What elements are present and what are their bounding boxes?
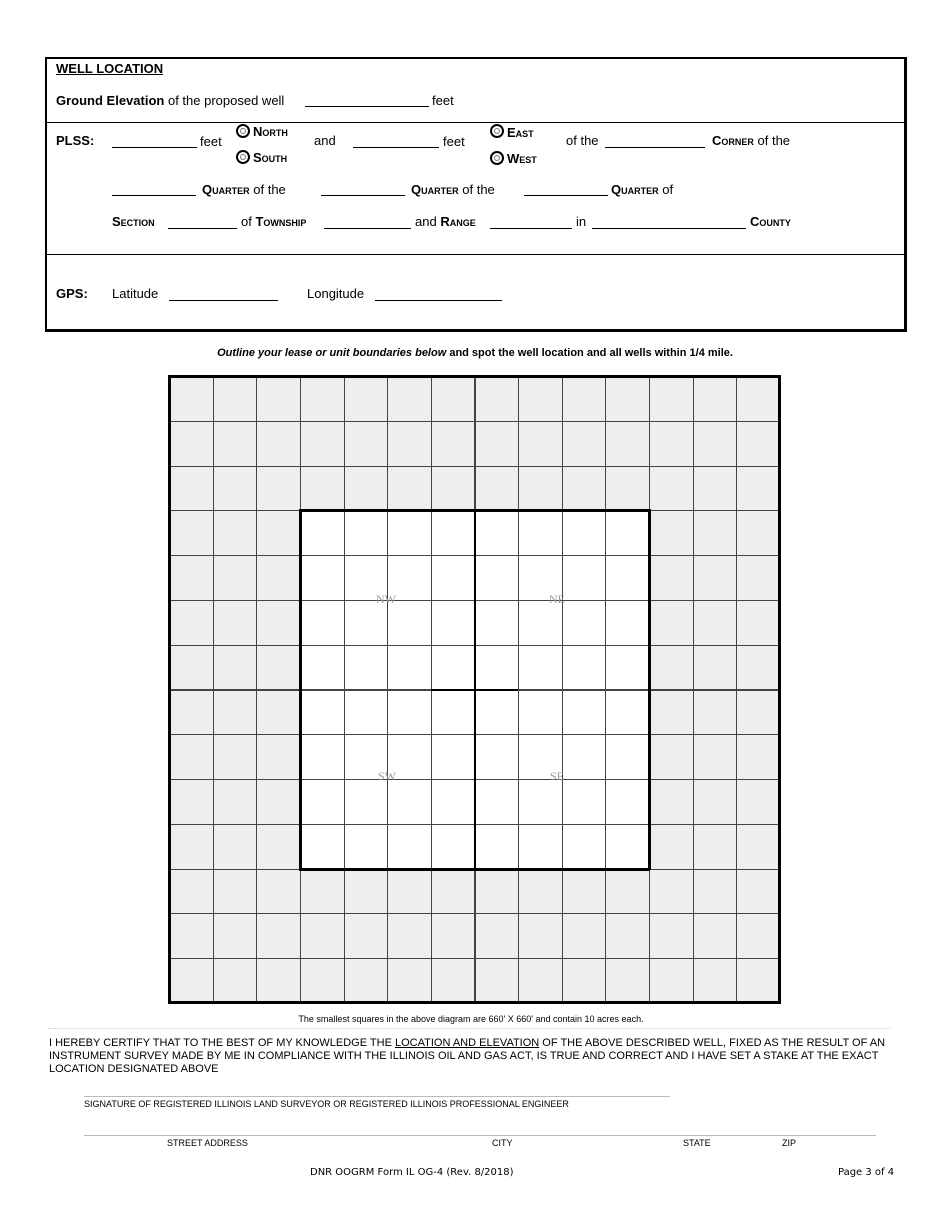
grid-cell[interactable] — [431, 869, 476, 915]
divider — [47, 122, 904, 123]
grid-cell[interactable] — [693, 376, 738, 422]
grid-cell[interactable] — [300, 779, 345, 825]
divider — [47, 254, 904, 255]
grid-cell[interactable] — [431, 824, 476, 870]
grid-cell[interactable] — [518, 958, 563, 1004]
ne-quadrant-label: NE — [549, 592, 565, 606]
township-text — [241, 214, 306, 229]
grid-cell[interactable] — [475, 690, 520, 736]
grid-cell[interactable] — [475, 376, 520, 422]
grid-cell[interactable] — [213, 958, 258, 1004]
page-number: Page 3 of 4 — [838, 1167, 895, 1178]
quarter2-field[interactable] — [321, 195, 405, 196]
grid-cell[interactable] — [736, 913, 781, 959]
grid-cell[interactable] — [300, 824, 345, 870]
grid-cell[interactable] — [605, 824, 650, 870]
grid-cell[interactable] — [605, 510, 650, 556]
grid-cell[interactable] — [169, 869, 214, 915]
grid-cell[interactable] — [169, 466, 214, 512]
grid-cell[interactable] — [169, 600, 214, 646]
grid-cell[interactable] — [213, 555, 258, 601]
section-border — [299, 509, 302, 869]
quarter1-field[interactable] — [112, 195, 196, 196]
grid-cell[interactable] — [344, 869, 389, 915]
plss-feet2-label: feet — [443, 134, 465, 149]
grid-cell[interactable] — [518, 913, 563, 959]
grid-cell[interactable] — [387, 913, 432, 959]
grid-cell[interactable] — [213, 376, 258, 422]
grid-cell[interactable] — [300, 869, 345, 915]
grid-cell[interactable] — [431, 421, 476, 467]
grid-cell[interactable] — [736, 376, 781, 422]
grid-cell[interactable] — [431, 913, 476, 959]
grid-cell[interactable] — [605, 779, 650, 825]
east-label: East — [507, 125, 534, 140]
of-word: of — [241, 214, 252, 229]
quarter3-text — [611, 182, 673, 197]
grid-cell[interactable] — [256, 421, 301, 467]
grid-cell[interactable] — [693, 958, 738, 1004]
city-label: CITY — [492, 1138, 513, 1148]
grid-cell[interactable] — [649, 913, 694, 959]
grid-cell[interactable] — [213, 779, 258, 825]
grid-cell[interactable] — [475, 510, 520, 556]
state-label: STATE — [683, 1138, 711, 1148]
grid-cell[interactable] — [693, 466, 738, 512]
grid-cell[interactable] — [431, 645, 476, 691]
grid-cell[interactable] — [344, 913, 389, 959]
grid-cell[interactable] — [431, 376, 476, 422]
grid-cell[interactable] — [693, 555, 738, 601]
plss-corner-field[interactable] — [605, 147, 705, 148]
in-word: in — [576, 214, 587, 229]
grid-cell[interactable] — [518, 690, 563, 736]
grid-cell[interactable] — [213, 824, 258, 870]
grid-cell[interactable] — [387, 958, 432, 1004]
section-field[interactable] — [168, 228, 237, 229]
plss-feet-ew-field[interactable] — [353, 147, 439, 148]
grid-cell[interactable] — [736, 690, 781, 736]
grid-cell[interactable] — [387, 690, 432, 736]
and-word: and — [415, 214, 437, 229]
grid-cell[interactable] — [475, 958, 520, 1004]
west-label: West — [507, 151, 537, 166]
quarter1-label: Quarter — [202, 182, 250, 197]
grid-cell[interactable] — [605, 466, 650, 512]
grid-cell[interactable] — [300, 913, 345, 959]
instruction-rest: and spot the well location and all wells within 1/4 mile. — [446, 347, 733, 359]
ground-elevation-label: Ground Elevation — [56, 93, 165, 108]
grid-cell[interactable] — [605, 376, 650, 422]
grid-cell[interactable] — [562, 734, 607, 780]
grid-cell[interactable] — [387, 510, 432, 556]
grid-cell[interactable] — [605, 734, 650, 780]
grid-cell[interactable] — [169, 645, 214, 691]
grid-cell[interactable] — [344, 824, 389, 870]
grid-outer-border — [168, 375, 781, 378]
grid-cell[interactable] — [562, 869, 607, 915]
signature-field[interactable] — [84, 1096, 670, 1097]
grid-cell[interactable] — [213, 913, 258, 959]
north-radio[interactable] — [236, 124, 250, 138]
grid-cell[interactable] — [387, 869, 432, 915]
grid-cell[interactable] — [736, 555, 781, 601]
grid-cell[interactable] — [344, 376, 389, 422]
north-label: North — [253, 124, 288, 139]
grid-cell[interactable] — [475, 824, 520, 870]
grid-cell[interactable] — [518, 376, 563, 422]
ground-elevation-row — [56, 93, 284, 108]
grid-cell[interactable] — [562, 824, 607, 870]
well-location-heading: WELL LOCATION — [56, 61, 164, 76]
grid-cell[interactable] — [649, 734, 694, 780]
township-field[interactable] — [324, 228, 411, 229]
grid-cell[interactable] — [300, 555, 345, 601]
grid-cell[interactable] — [649, 645, 694, 691]
grid-cell[interactable] — [431, 510, 476, 556]
grid-cell[interactable] — [605, 555, 650, 601]
quarter-divider — [431, 689, 518, 691]
grid-cell[interactable] — [344, 421, 389, 467]
plss-feet1-label: feet — [200, 134, 222, 149]
grid-cell[interactable] — [169, 510, 214, 556]
grid-outer-border — [778, 375, 781, 1004]
sw-quadrant-label: SW — [378, 769, 396, 783]
gps-label: GPS: — [56, 286, 88, 301]
address-field[interactable] — [84, 1135, 876, 1136]
grid-cell[interactable] — [649, 555, 694, 601]
grid-cell[interactable] — [431, 690, 476, 736]
grid-cell[interactable] — [300, 376, 345, 422]
grid-cell[interactable] — [736, 958, 781, 1004]
corner-suffix: of the — [757, 133, 791, 148]
grid-cell[interactable] — [300, 734, 345, 780]
grid-cell[interactable] — [344, 690, 389, 736]
grid-cell[interactable] — [431, 958, 476, 1004]
grid-cell[interactable] — [649, 376, 694, 422]
grid-cell[interactable] — [605, 690, 650, 736]
grid-cell[interactable] — [605, 869, 650, 915]
grid-cell[interactable] — [649, 466, 694, 512]
grid-cell[interactable] — [256, 958, 301, 1004]
grid-cell[interactable] — [562, 510, 607, 556]
county-label: County — [750, 214, 791, 229]
grid-cell[interactable] — [736, 510, 781, 556]
grid-cell[interactable] — [256, 734, 301, 780]
plss-corner-text — [712, 133, 790, 148]
quarter2-text — [411, 182, 495, 197]
grid-cell[interactable] — [213, 734, 258, 780]
grid-cell[interactable] — [736, 421, 781, 467]
grid-cell[interactable] — [169, 824, 214, 870]
grid-cell[interactable] — [562, 913, 607, 959]
grid-cell[interactable] — [518, 645, 563, 691]
grid-cell[interactable] — [344, 645, 389, 691]
range-text — [415, 214, 476, 229]
grid-cell[interactable] — [649, 779, 694, 825]
grid-cell[interactable] — [213, 645, 258, 691]
grid-cell[interactable] — [605, 600, 650, 646]
grid-cell[interactable] — [256, 645, 301, 691]
grid-cell[interactable] — [736, 824, 781, 870]
grid-cell[interactable] — [169, 421, 214, 467]
grid-cell[interactable] — [169, 376, 214, 422]
quarter1-text — [202, 182, 286, 197]
grid-cell[interactable] — [344, 779, 389, 825]
grid-outer-border — [168, 375, 171, 1004]
grid-cell[interactable] — [605, 645, 650, 691]
latitude-field[interactable] — [169, 300, 278, 301]
grid-cell[interactable] — [562, 779, 607, 825]
grid-cell[interactable] — [649, 958, 694, 1004]
grid-cell[interactable] — [431, 600, 476, 646]
grid-cell[interactable] — [387, 824, 432, 870]
plss-feet-ns-field[interactable] — [112, 147, 197, 148]
grid-cell[interactable] — [562, 376, 607, 422]
grid-cell[interactable] — [256, 510, 301, 556]
grid-cell[interactable] — [256, 869, 301, 915]
grid-cell[interactable] — [518, 779, 563, 825]
grid-cell[interactable] — [213, 466, 258, 512]
cert-before: I HEREBY CERTIFY THAT TO THE BEST OF MY KNOWLEDGE THE — [49, 1037, 395, 1049]
east-radio[interactable] — [490, 124, 504, 138]
grid-cell[interactable] — [649, 421, 694, 467]
grid-cell[interactable] — [475, 466, 520, 512]
signature-label: SIGNATURE OF REGISTERED ILLINOIS LAND SURVEYOR OR REGISTERED ILLINOIS PROFESSIONAL ENGINEER — [84, 1099, 569, 1109]
grid-cell[interactable] — [562, 690, 607, 736]
grid-cell[interactable] — [736, 734, 781, 780]
grid-cell[interactable] — [605, 913, 650, 959]
grid-cell[interactable] — [736, 466, 781, 512]
grid-cell[interactable] — [649, 824, 694, 870]
grid-cell[interactable] — [693, 510, 738, 556]
plss-and-label: and — [314, 133, 336, 148]
grid-cell[interactable] — [693, 779, 738, 825]
grid-cell[interactable] — [475, 779, 520, 825]
grid-cell[interactable] — [562, 600, 607, 646]
grid-outer-border — [168, 1001, 781, 1004]
grid-cell[interactable] — [169, 734, 214, 780]
grid-cell[interactable] — [431, 466, 476, 512]
grid-cell[interactable] — [213, 600, 258, 646]
grid-cell[interactable] — [300, 958, 345, 1004]
zip-label: ZIP — [782, 1138, 797, 1148]
grid-cell[interactable] — [693, 690, 738, 736]
grid-cell[interactable] — [649, 869, 694, 915]
grid-cell[interactable] — [387, 376, 432, 422]
grid-cell[interactable] — [475, 869, 520, 915]
grid-cell[interactable] — [344, 958, 389, 1004]
grid-cell[interactable] — [300, 421, 345, 467]
grid-cell[interactable] — [562, 645, 607, 691]
grid-cell[interactable] — [736, 779, 781, 825]
grid-cell[interactable] — [562, 958, 607, 1004]
grid-cell[interactable] — [344, 510, 389, 556]
se-quadrant-label: SE — [550, 769, 565, 783]
grid-cell[interactable] — [213, 421, 258, 467]
grid-cell[interactable] — [475, 913, 520, 959]
grid-cell[interactable] — [562, 466, 607, 512]
range-label: Range — [440, 214, 476, 229]
quarter1-suffix: of the — [253, 182, 286, 197]
grid-cell[interactable] — [475, 734, 520, 780]
grid-cell[interactable] — [562, 555, 607, 601]
grid-cell[interactable] — [518, 824, 563, 870]
grid-cell[interactable] — [256, 824, 301, 870]
grid-cell[interactable] — [693, 869, 738, 915]
grid-cell[interactable] — [518, 421, 563, 467]
cert-underlined: LOCATION AND ELEVATION — [394, 1037, 540, 1049]
longitude-field[interactable] — [375, 300, 502, 301]
grid-cell[interactable] — [518, 510, 563, 556]
grid-cell[interactable] — [256, 690, 301, 736]
grid-cell[interactable] — [387, 421, 432, 467]
form-id: DNR OOGRM Form IL OG-4 (Rev. 8/2018) — [310, 1167, 514, 1178]
diagram-footnote: The smallest squares in the above diagram are 660' X 660' and contain 10 acres each. — [298, 1014, 644, 1024]
township-label: Township — [255, 214, 307, 229]
county-field[interactable] — [592, 228, 746, 229]
grid-cell[interactable] — [475, 555, 520, 601]
grid-cell[interactable] — [605, 421, 650, 467]
grid-cell[interactable] — [256, 779, 301, 825]
grid-cell[interactable] — [387, 779, 432, 825]
south-radio[interactable] — [236, 150, 250, 164]
grid-cell[interactable] — [300, 645, 345, 691]
grid-cell[interactable] — [300, 690, 345, 736]
ground-elevation-text: of the proposed well — [167, 93, 285, 108]
grid-cell[interactable] — [169, 779, 214, 825]
grid-cell[interactable] — [431, 734, 476, 780]
grid-cell[interactable] — [518, 869, 563, 915]
grid-cell[interactable] — [300, 510, 345, 556]
divider — [48, 1028, 890, 1029]
grid-cell[interactable] — [256, 600, 301, 646]
grid-cell[interactable] — [649, 690, 694, 736]
grid-cell[interactable] — [431, 779, 476, 825]
grid-cell[interactable] — [213, 869, 258, 915]
grid-cell[interactable] — [693, 824, 738, 870]
grid-cell[interactable] — [387, 645, 432, 691]
quarter3-suffix: of — [662, 182, 674, 197]
grid-cell[interactable] — [344, 466, 389, 512]
grid-cell[interactable] — [736, 645, 781, 691]
grid-cell[interactable] — [256, 466, 301, 512]
quarter2-label: Quarter — [411, 182, 459, 197]
certification-text — [49, 1037, 899, 1076]
cert-after: OF THE ABOVE DESCRIBED WELL, FIXED AS THE RESULT OF AN INSTRUMENT SURVEY MADE BY ME IN COMPLIANCE WITH THE ILLINOIS OIL AND GAS ACT, IS TRUE AND CORRECT AND I HAVE SET A STAKE AT THE EXACT LOCATION DESIGNATED ABOVE — [49, 1037, 886, 1075]
corner-label: Corner — [712, 133, 754, 148]
ground-elevation-unit: feet — [432, 93, 454, 108]
grid-cell[interactable] — [213, 510, 258, 556]
range-field[interactable] — [490, 228, 572, 229]
section-grid[interactable] — [169, 376, 780, 1003]
grid-cell[interactable] — [693, 421, 738, 467]
grid-cell[interactable] — [256, 555, 301, 601]
grid-cell[interactable] — [693, 734, 738, 780]
quarter3-field[interactable] — [524, 195, 608, 196]
grid-cell[interactable] — [169, 958, 214, 1004]
grid-cell[interactable] — [169, 690, 214, 736]
quarter2-suffix: of the — [462, 182, 495, 197]
longitude-label: Longitude — [307, 286, 365, 301]
latitude-label: Latitude — [112, 286, 159, 301]
south-label: South — [253, 150, 288, 165]
grid-cell[interactable] — [300, 600, 345, 646]
section-label: Section — [112, 214, 155, 229]
plss-of-the-label: of the — [566, 133, 599, 148]
west-radio[interactable] — [490, 151, 504, 165]
instruction-italic: Outline your lease or unit boundaries below — [217, 347, 447, 359]
grid-cell[interactable] — [169, 555, 214, 601]
grid-cell[interactable] — [169, 913, 214, 959]
grid-cell[interactable] — [693, 600, 738, 646]
grid-cell[interactable] — [736, 600, 781, 646]
grid-cell[interactable] — [256, 376, 301, 422]
grid-cell[interactable] — [300, 466, 345, 512]
plss-label: PLSS: — [56, 133, 95, 148]
section-border — [648, 509, 651, 869]
grid-cell[interactable] — [605, 958, 650, 1004]
grid-cell[interactable] — [649, 600, 694, 646]
grid-cell[interactable] — [475, 600, 520, 646]
grid-cell[interactable] — [475, 645, 520, 691]
grid-cell[interactable] — [736, 869, 781, 915]
grid-cell[interactable] — [475, 421, 520, 467]
grid-cell[interactable] — [213, 690, 258, 736]
grid-cell[interactable] — [562, 421, 607, 467]
grid-cell[interactable] — [431, 555, 476, 601]
grid-cell[interactable] — [518, 466, 563, 512]
grid-cell[interactable] — [693, 645, 738, 691]
street-address-label: STREET ADDRESS — [167, 1138, 248, 1148]
grid-cell[interactable] — [256, 913, 301, 959]
ground-elevation-field[interactable] — [305, 106, 429, 107]
grid-cell[interactable] — [387, 466, 432, 512]
grid-cell[interactable] — [649, 510, 694, 556]
nw-quadrant-label: NW — [376, 592, 396, 606]
diagram-instruction — [0, 347, 950, 359]
quarter3-label: Quarter — [611, 182, 659, 197]
grid-cell[interactable] — [693, 913, 738, 959]
